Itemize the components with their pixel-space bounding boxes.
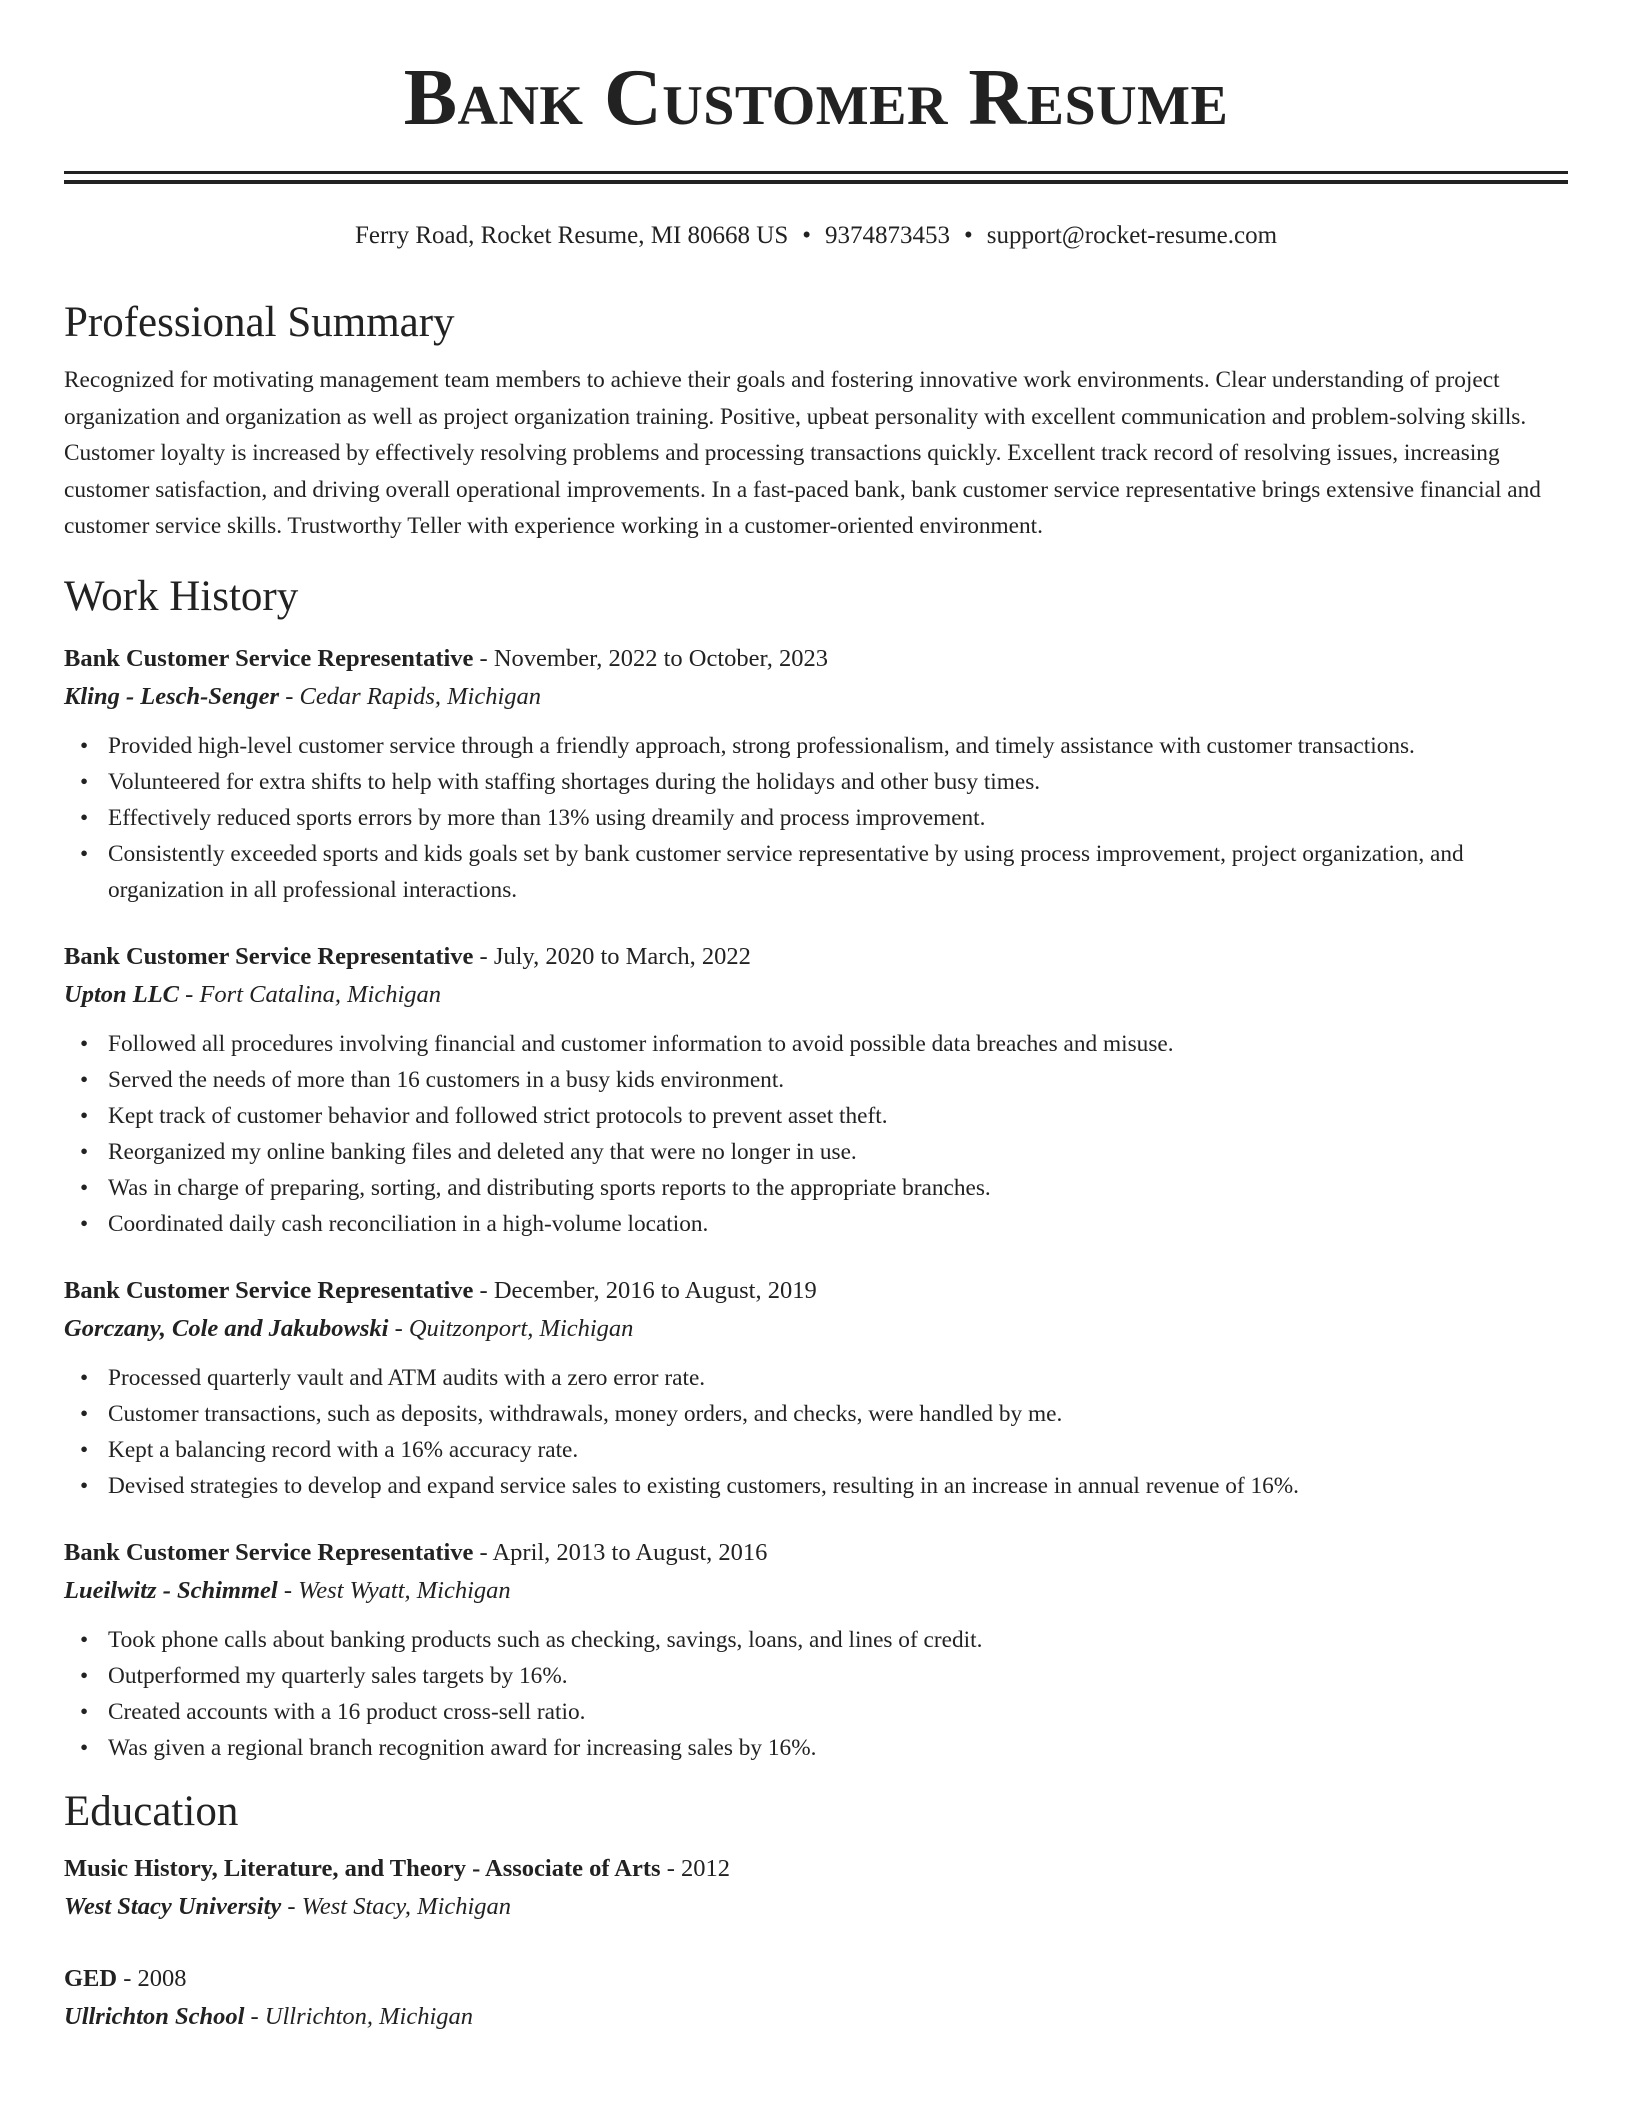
job-entry [64, 640, 1568, 908]
summary-text: Recognized for motivating management team members to achieve their goals and fostering innovative work environments. Clear understanding of project organization and organization as well as project organization training. Positive, upbeat personality with excellent communication and problem-solving skills. Customer loyalty is increased by effectively resolving problems and processing transactions quickly. Excellent track record of resolving issues, increasing customer satisfaction, and driving overall operational improvements. In a fast-paced bank, bank customer service representative brings extensive financial and customer service skills. Trustworthy Teller with experience working in a customer-oriented environment. [64, 367, 1541, 540]
list-item: • Reorganized my online banking files and deleted any that were no longer in use. [108, 1134, 1568, 1170]
contact-separator: • [964, 222, 973, 249]
job-location: - Quitzonport, Michigan [388, 1315, 634, 1343]
education-school: Ullrichton School [64, 2002, 245, 2030]
summary-heading: Professional Summary [64, 298, 455, 346]
education-location: - Ullrichton, Michigan [244, 2002, 474, 2030]
list-item: • Took phone calls about banking products such as checking, savings, loans, and lines of credit. [108, 1622, 1568, 1658]
job-entry [64, 1272, 1568, 1504]
list-item: • Created accounts with a 16 product cross-sell ratio. [108, 1694, 1568, 1730]
job-dates: - November, 2022 to October, 2023 [473, 645, 828, 673]
education-degree: GED [64, 1964, 118, 1992]
job-company-line [64, 678, 1568, 716]
list-item: • Processed quarterly vault and ATM audits with a zero error rate. [108, 1360, 1568, 1396]
list-item: • Was given a regional branch recognition award for increasing sales by 16%. [108, 1730, 1568, 1766]
list-item: • Provided high-level customer service through a friendly approach, strong professionalism, and timely assistance with customer transactions. [108, 728, 1568, 764]
job-location: - Fort Catalina, Michigan [179, 981, 442, 1009]
contact-email: support@rocket-resume.com [986, 222, 1278, 249]
job-company-line [64, 976, 1568, 1014]
job-bullets [64, 1360, 1568, 1504]
job-title: Bank Customer Service Representative [64, 645, 474, 673]
education-school-line [64, 1888, 1568, 1926]
education-year: - 2008 [117, 1964, 187, 1992]
contact-phone: 9374873453 [825, 222, 950, 249]
education-entry [64, 1850, 1568, 1926]
job-title: Bank Customer Service Representative [64, 1539, 474, 1567]
education-year: - 2012 [660, 1854, 730, 1882]
list-item: • Served the needs of more than 16 customers in a busy kids environment. [108, 1062, 1568, 1098]
contact-separator: • [802, 222, 811, 249]
job-bullets [64, 1622, 1568, 1766]
job-bullets [64, 728, 1568, 908]
education-school: West Stacy University [64, 1892, 282, 1920]
job-dates: - April, 2013 to August, 2016 [473, 1539, 768, 1567]
job-bullets [64, 1026, 1568, 1242]
education-location: - West Stacy, Michigan [281, 1892, 512, 1920]
job-dates: - July, 2020 to March, 2022 [473, 943, 751, 971]
title-divider-thin [64, 180, 1568, 184]
work-history-heading: Work History [64, 572, 299, 620]
job-header [64, 640, 1568, 678]
resume-title: Bank Customer Resume [403, 54, 1229, 142]
job-company: Kling - Lesch-Senger [64, 683, 280, 711]
job-company: Lueilwitz - Schimmel [64, 1577, 278, 1605]
list-item: • Kept a balancing record with a 16% accuracy rate. [108, 1432, 1568, 1468]
job-header [64, 1534, 1568, 1572]
education-entry [64, 1960, 1568, 2036]
job-dates: - December, 2016 to August, 2019 [473, 1277, 817, 1305]
list-item: • Consistently exceeded sports and kids goals set by bank customer service representative by using process improvement, project organization, and organization in all professional interactions. [108, 836, 1568, 908]
list-item: • Kept track of customer behavior and followed strict protocols to prevent asset theft. [108, 1098, 1568, 1134]
job-title: Bank Customer Service Representative [64, 943, 474, 971]
job-header [64, 1272, 1568, 1310]
title-divider-thick [64, 171, 1568, 174]
job-company: Gorczany, Cole and Jakubowski [64, 1315, 389, 1343]
education-degree: Music History, Literature, and Theory - Associate of Arts [64, 1854, 661, 1882]
job-company-line [64, 1572, 1568, 1610]
job-title: Bank Customer Service Representative [64, 1277, 474, 1305]
education-header [64, 1960, 1568, 1998]
contact-line [64, 220, 1568, 253]
education-header [64, 1850, 1568, 1888]
job-location: - Cedar Rapids, Michigan [279, 683, 542, 711]
list-item: • Volunteered for extra shifts to help with staffing shortages during the holidays and other busy times. [108, 764, 1568, 800]
contact-address: Ferry Road, Rocket Resume, MI 80668 US [354, 222, 789, 249]
list-item: • Effectively reduced sports errors by more than 13% using dreamily and process improvement. [108, 800, 1568, 836]
job-location: - West Wyatt, Michigan [277, 1577, 511, 1605]
list-item: • Followed all procedures involving financial and customer information to avoid possible data breaches and misuse. [108, 1026, 1568, 1062]
job-header [64, 938, 1568, 976]
list-item: • Was in charge of preparing, sorting, and distributing sports reports to the appropriate branches. [108, 1170, 1568, 1206]
education-school-line [64, 1998, 1568, 2036]
job-entry [64, 938, 1568, 1242]
list-item: • Outperformed my quarterly sales targets by 16%. [108, 1658, 1568, 1694]
job-company-line [64, 1310, 1568, 1348]
list-item: • Devised strategies to develop and expand service sales to existing customers, resulting in an increase in annual revenue of 16%. [108, 1468, 1568, 1504]
list-item: • Customer transactions, such as deposits, withdrawals, money orders, and checks, were handled by me. [108, 1396, 1568, 1432]
list-item: • Coordinated daily cash reconciliation in a high-volume location. [108, 1206, 1568, 1242]
job-company: Upton LLC [64, 981, 180, 1009]
education-heading: Education [64, 1788, 239, 1836]
job-entry [64, 1534, 1568, 1766]
